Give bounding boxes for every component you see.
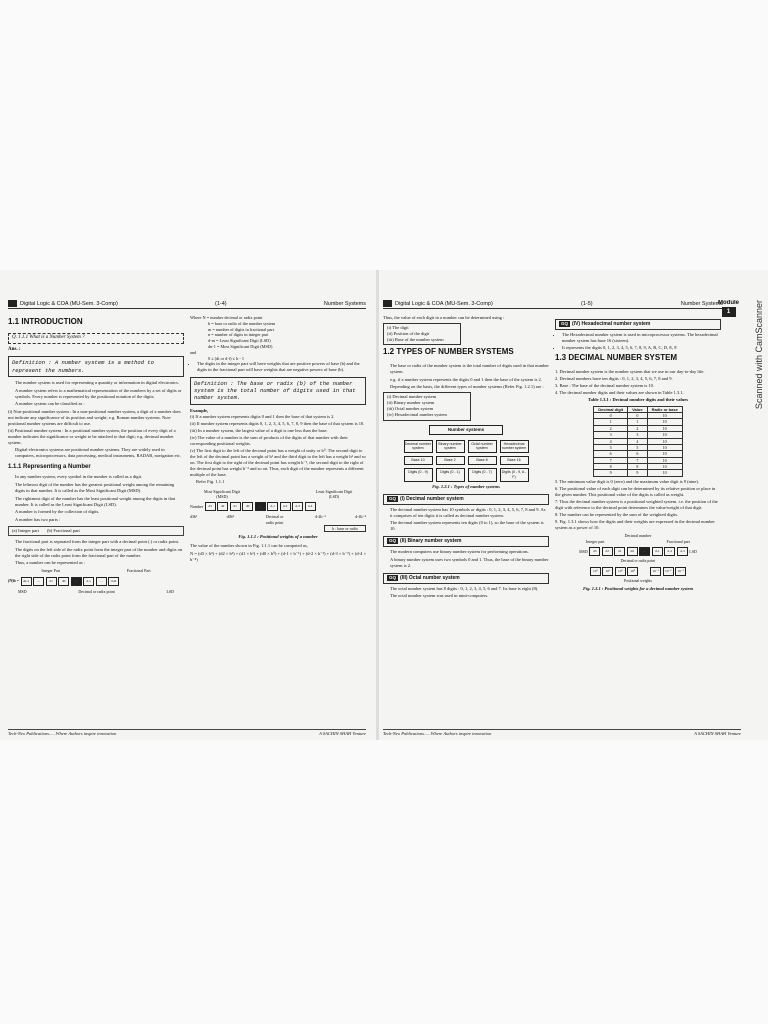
table-row: 6 6 10 <box>594 451 683 457</box>
left-column-2: Where N = number decimal or radix point b = base or radix of the number system m = number of digits in fractional part n = number of digits in integer part d-m = Least Significant Digit (LSD) dn-1 = Most Significant Digit (MSD) and 0 ≤ (di or d-f) ≤ b - 1 • The digits in the integer part will have weights that are positive powers of base (b) and the digits in the fractional part will have weights that are negative powers of base (b). Definition : The base or radix (b) of the number system is the total number of digits used in that number system. Example, (i) If a number system represents digits 0 and 1 then the base of that system is 2. (ii) If number system represents digits 0, 1, 2, 3, 4, 5, 6, 7, 8, 9 then the base of that system is 10. (iii) In a number system, the largest value of a digit is one less than the base. (iv) The value of a number is the sum of products of the digits of that number with their corresponding positional weights. (v) The first digit to the left of the decimal point has a weight of unity or b⁰. The second digit to the left of the decimal point has a weight of b¹ and the third digit to the left has a weight b² and so on. The first digit to the right of the decimal point has weight b⁻¹, the second digit to the right of the decimal point has weight b⁻² and so on. Thus, each digit of the number represents a different multiple of the base. Refer Fig. 1.1.1 Most Significant Digit (MSD) Least Significant Digit (LSD) Number d3 d2 d1 d0 . d-1 d-2 d-3 d-4 d3b³ d0b⁰ Decimal or radix point d-2b⁻² d-4b⁻⁴ b : base or radix Fig. 1.1.1 : Positional weights of a number The value of the number shown in Fig. 1.1.1 can be computed as, N = (d3 × b³) + (d2 × b²) + (d1 × b¹) + (d0 × b⁰) + (d-1 × b⁻¹) + (d-2 × b⁻²) + (d-3 × b⁻³) + (d-4 × b⁻⁴) <box>190 315 366 594</box>
examples-list: (i) If a number system represents digits 0 and 1 then the base of that system is 2. (ii) If number system represents digits 0, 1, 2, 3, 4, 5, 6, 7, 8, 9 then the base of that system is 10. (iii) In a number system, the largest value of a digit is one less than the base. (iv) The value of a number is the sum of products of the digits of that number with their corresponding positional weights. (v) The first digit to the left of the decimal point has a weight of unity or b⁰. The second digit to the left of the decimal point has a weight of b¹ and the third digit to the left has a weight b² and so on. The first digit to the right of the decimal point has weight b⁻¹, the second digit to the right of the decimal point has weight b⁻² and so on. Thus, each digit of the number represents a different multiple of the base. <box>190 413 366 478</box>
table-row: 8 8 10 <box>594 464 683 470</box>
table-row: 0 0 10 <box>594 412 683 418</box>
table-row: 3 3 10 <box>594 432 683 438</box>
list-item: • The number system is used for representing a quantity or information in digital electronics. <box>15 380 184 386</box>
list-item: • Thus, a number can be represented as : <box>15 560 184 566</box>
representation-diagram: Integer Part Fractional Part (N)b = dn-1 … d1 d0 . d-1 … d-m MSD Decimal or radix point LSD <box>8 568 174 594</box>
left-page-header <box>8 300 366 309</box>
list-item: • A number system refers to a mathematical representation of the numbers by a set of digits or symbols. Every number is represented by the positional notation of the digits. <box>15 388 184 400</box>
list-item: • The decimal number system has 10 symbols or digits : 0, 1, 2, 3, 4, 5, 6, 7, 8 and 9. As it comprises of ten digits it is called as decimal number system. <box>390 507 549 519</box>
octal-section-bar: GQ (III) Octal number system <box>383 573 549 584</box>
decimal-points: 1. Decimal number system is the number system that we use in our day-to-day life. 2. Decimal numbers have ten digits : 0, 1, 2, 3, 4, 5, 6, 7, 8 and 9. 3. Base : The base of the decimal number system is 10. 4. The decimal number digits and their values are shown in Table 1.3.1. <box>555 369 705 396</box>
right-footer: Tech-Neo Publications......Where Authors inspire innovation A SACHIN SHAH Venture <box>383 731 741 736</box>
binary-section-bar: GQ (II) Binary number system <box>383 536 549 547</box>
figure-caption: Fig. 1.2.1 : Types of number systems <box>432 483 500 489</box>
decimal-points-2: 5. The minimum value digit is 0 (zero) and the maximum value digit is 9 (nine). 6. The positional value of each digit can be determined by its relative position or place in the given number. This positional value of the digits is called as weight. 7. Thus the decimal number system is a positional weighted system. i.e. the position of the digit with reference to the decimal point determines the value/weight of that digit. 8. The number can be represented by the sum of the weighted digits. 9. Fig. 1.3.1 shows how the digits and their weights are expressed in the decimal number system as a power of 10. <box>555 478 718 531</box>
rep-bullets <box>8 474 184 522</box>
table-row: 5 5 10 <box>594 444 683 450</box>
list-item: • A number system can be classified as : <box>15 401 184 407</box>
definition-box: Definition : A number system is a method to represent the numbers. <box>8 356 184 377</box>
table-caption: Table 1.3.1 : Decimal number digits and their values <box>588 397 688 403</box>
left-column-1 <box>8 315 184 594</box>
chapter-topic: Number Systems <box>680 300 723 307</box>
left-page <box>8 300 366 740</box>
book-title: Digital Logic & COA (MU-Sem. 3-Comp) <box>20 300 118 307</box>
list-item: • It represents the digits 0, 1, 2, 3, 4, 5, 6, 7, 8, 9, A, B, C, D, E, F. <box>562 345 721 351</box>
answer-label: Ans. : <box>8 346 21 352</box>
table-row: 4 4 10 <box>594 438 683 444</box>
class-item: (ii) Positional number system : In a positional number system, the position of every digit of a number indicates the significance or weight to be attached to that digit; e.g. decimal number system. <box>8 428 176 446</box>
list-item: • The digits on the left side of the radix point form the integer part of the number and digits on the right side of the radix point form the fractional part of the number. <box>15 547 184 559</box>
right-columns <box>383 315 723 601</box>
example-label: Example, <box>190 407 209 413</box>
page-number: (1-5) <box>581 300 593 307</box>
publisher-logo-icon <box>383 300 392 307</box>
decimal-weights-figure: Decimal number Integer part Fractional part MSD d3 d2 d1 d0 . d-1 d-2 d-3 LSD Decimal or radix point 10³ 10² 10¹ 10⁰ 10⁻¹ 10⁻² 10⁻³ Positional weights Fig. 1.3.1 : Positional weights for a decimal number system <box>555 533 721 592</box>
positional-weight-figure: Most Significant Digit (MSD) Least Significant Digit (LSD) Number d3 d2 d1 d0 . d-1 d-2 d-3 d-4 d3b³ d0b⁰ Decimal or radix point d-2b⁻² d-4b⁻⁴ b : base or radix Fig. 1.1.1 : Positional weights of a number <box>190 488 366 540</box>
list-item: • The leftmost digit of the number has the greatest positional weight among the remaining digits in that number. It is called as the Most Significant Digit (MSD). <box>15 482 184 494</box>
subsection-title: 1.1.1 Representing a Number <box>8 464 91 471</box>
camscanner-watermark: Scanned with CamScanner <box>754 300 764 410</box>
section-title: 1.1 INTRODUCTION <box>8 317 83 326</box>
table-row: 2 2 10 <box>594 425 683 431</box>
question-box: Q. 1.1.1 What is a Number System ? <box>8 333 184 344</box>
chapter-topic: Number Systems <box>323 300 366 307</box>
hex-section-bar: GQ (IV) Hexadecimal number system <box>555 319 721 330</box>
list-item: • A number is formed by the collection of digits. <box>15 509 184 515</box>
module-tab: Module 1 <box>718 300 739 315</box>
list-item: • The digits in the integer part will have weights that are positive powers of base (b) and the digits in the fractional part will have weights that are negative powers of base (b). <box>197 361 366 373</box>
right-column-1: Thus, the value of each digit in a number can be determined using : (i) The digit (ii) Position of the digit (iii) Base of the number system 1.2 TYPES OF NUMBER SYSTEMS • The base or radix of the number system is the total number of digits used in that number system. e.g. if a number system represents the digits 0 and 1 then the base of the system is 2. • Depending on the basis, the different types of number systems (Refer Fig. 1.2.1) are : (i) Decimal number system (ii) Binary number system (iii) Octal number system (iv) Hexadecimal number system Number systems Decimal number system Binary number system Octal number system Hexadecimal number system Base 10 Base 2 Base 8 Base 16 Digits (0 - 9) Digits (0 - 1) Digits (0 - 7) Digits (0 - 9, A - F) Fig. 1.2.1 : Types of number systems GQ (I) Decimal number system • The decimal number system has 10 symbols or digits : 0, 1, 2, 3, 4, 5, 6, 7, 8 and 9. As it comprises of ten digits it is called as decimal number system. • The decimal number system represents ten digits (0 to 1), so the base of the system is 10. GQ (II) Binary number system • The modern computers use binary number system for performing operations. • A binary number system uses two symbols 0 and 1. Thus, the base of the binary number system is 2. GQ (III) Octal number system • The octal number system has 8 digits : 0, 1, 2, 3, 4, 5, 6 and 7. Its base is eight (8). • The octal number system was used in mini-computers. <box>383 315 549 601</box>
class-item: (i) Non-positional number system : In a non-positional number system, a digit of a number does not indicate any significance of its position and weight; e.g. Roman number systems. Non-positional number systems are difficult to use. <box>8 408 181 427</box>
types-tree-diagram: Number systems Decimal number system Binary number system Octal number system Hexadecimal number system Base 10 Base 2 Base 8 Base 16 Digits (0 - 9) Digits (0 - 1) Digits (0 - 7) Digits (0 - 9, A - F) Fig. 1.2.1 : Types of number systems <box>383 425 549 490</box>
right-page-header <box>383 300 723 309</box>
list-item: • The Hexadecimal number system is used in microprocessor systems. The hexadecimal number system has base 16 (sixteen). <box>562 332 721 344</box>
left-footer: Tech-Neo Publications......Where Authors inspire innovation A SACHIN SHAH Venture <box>8 731 366 736</box>
section-title: 1.2 TYPES OF NUMBER SYSTEMS <box>383 347 514 357</box>
list-item: • The fractional part is separated from the integer part with a decimal point (.) or radix point. <box>15 539 184 545</box>
using-list: (i) The digit (ii) Position of the digit (iii) Base of the number system <box>383 323 461 345</box>
definition-box-2: Definition : The base or radix (b) of the number system is the total number of digits used in that number system. <box>190 377 366 405</box>
right-page <box>383 300 741 740</box>
list-item: • The octal number system was used in mini-computers. <box>390 593 549 599</box>
types-list: (i) Decimal number system (ii) Binary number system (iii) Octal number system (iv) Hexadecimal number system <box>383 392 471 420</box>
number-parts: (a) Integer part (b) Fractional part <box>8 526 184 536</box>
list-item: e.g. if a number system represents the digits 0 and 1 then the base of the system is 2. <box>390 376 542 382</box>
list-item: • The modern computers use binary number system for performing operations. <box>390 549 549 555</box>
table-row: 7 7 10 <box>594 457 683 463</box>
right-column-2 <box>555 315 721 601</box>
book-gutter <box>376 270 379 740</box>
page-number: (1-4) <box>215 300 227 307</box>
publisher-logo-icon <box>8 300 17 307</box>
list-item: • Digital electronics systems are positional number systems. They are widely used in computers, microprocessors, data processing, medical instruments, RADAR, navigation etc. <box>15 447 184 459</box>
list-item: • Depending on the basis, the different types of number systems (Refer Fig. 1.2.1) are : <box>390 384 549 390</box>
value-equation: N = (d3 × b³) + (d2 × b²) + (d1 × b¹) + (d0 × b⁰) + (d-1 × b⁻¹) + (d-2 × b⁻²) + (d-3 × b⁻³) + (d-4 × b⁻⁴) <box>190 550 366 562</box>
list-item: • A number has two parts : <box>15 517 184 523</box>
decimal-digit-table: Decimal digit Value Radix or base 0 0 10 1 1 10 2 2 10 3 3 10 4 4 10 5 5 10 6 6 10 7 7 10 8 8 10 9 9 10 <box>593 406 683 477</box>
where-list: Where N = number decimal or radix point b = base or radix of the number system m = number of digits in fractional part n = number of digits in integer part d-m = Least Significant Digit (LSD) dn-1 = Most Significant Digit (MSD) and 0 ≤ (di or d-f) ≤ b - 1 <box>190 315 276 361</box>
list-item: • The decimal number system represents ten digits (0 to 1), so the base of the system is 10. <box>390 520 549 532</box>
table-row: 9 9 10 <box>594 470 683 476</box>
list-item: • A binary number system uses two symbols 0 and 1. Thus, the base of the binary number system is 2. <box>390 557 549 569</box>
section-title-2: 1.3 DECIMAL NUMBER SYSTEM <box>555 353 678 363</box>
list-item: • In any number system, every symbol in the number is called as a digit. <box>15 474 184 480</box>
figure-caption: Fig. 1.1.1 : Positional weights of a number <box>238 534 318 540</box>
table-row: 1 1 10 <box>594 419 683 425</box>
list-item: • The octal number system has 8 digits : 0, 1, 2, 3, 4, 5, 6 and 7. Its base is eight (8). <box>390 586 549 592</box>
decimal-section-bar: GQ (I) Decimal number system <box>383 494 549 505</box>
book-title: Digital Logic & COA (MU-Sem. 3-Comp) <box>395 300 493 307</box>
figure-caption: Fig. 1.3.1 : Positional weights for a decimal number system <box>582 586 693 592</box>
left-columns <box>8 315 366 594</box>
list-item: • The base or radix of the number system is the total number of digits used in that number system. <box>390 363 549 375</box>
list-item: • The rightmost digit of the number has the least positional weight among the digits in that number. It is called as the Least Significant Digit (LSD). <box>15 496 184 508</box>
intro-bullets <box>8 380 184 407</box>
